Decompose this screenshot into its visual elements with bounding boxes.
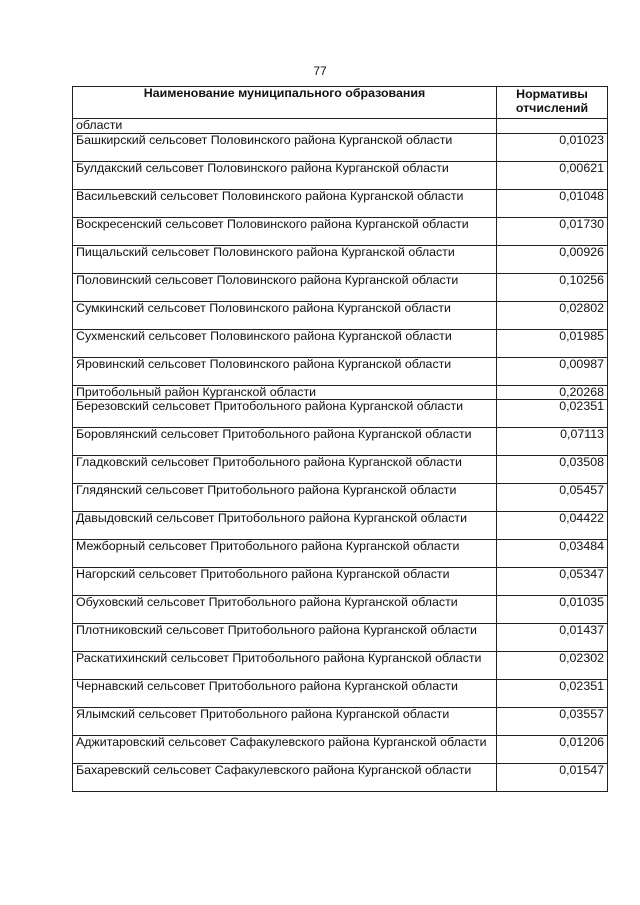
norm-value-cell: 0,03557 (497, 708, 608, 736)
municipality-name-cell: Бахаревский сельсовет Сафакулевского района Курганской области (73, 764, 497, 792)
norm-value-cell: 0,01730 (497, 217, 608, 245)
municipality-name-cell: Боровлянский сельсовет Притобольного района Курганской области (73, 428, 497, 456)
norm-value-cell: 0,01985 (497, 329, 608, 357)
municipality-name-cell: Половинский сельсовет Половинского района Курганской области (73, 273, 497, 301)
table-header-row (73, 87, 608, 119)
norm-value-cell: 0,00987 (497, 357, 608, 385)
table-row (73, 400, 608, 428)
norm-value-cell: 0,02302 (497, 652, 608, 680)
table-row (73, 484, 608, 512)
continuation-cell: области (73, 119, 497, 134)
municipality-name-cell: Притобольный район Курганской области (73, 385, 497, 400)
norm-value-cell: 0,00621 (497, 161, 608, 189)
norms-table (72, 86, 608, 792)
municipality-name-cell: Ялымский сельсовет Притобольного района Курганской области (73, 708, 497, 736)
table-row (73, 736, 608, 764)
municipality-name-cell: Гладковский сельсовет Притобольного района Курганской области (73, 456, 497, 484)
table-row (73, 568, 608, 596)
table-row (73, 189, 608, 217)
municipality-name-cell: Булдакский сельсовет Половинского района Курганской области (73, 161, 497, 189)
header-norms-line2: отчислений (515, 101, 589, 115)
table-row (73, 624, 608, 652)
table-row (73, 329, 608, 357)
header-name-column: Наименование муниципального образования (73, 87, 497, 119)
table-row (73, 652, 608, 680)
municipality-name-cell: Глядянский сельсовет Притобольного района Курганской области (73, 484, 497, 512)
norm-value-cell: 0,20268 (497, 385, 608, 400)
norm-value-cell: 0,01206 (497, 736, 608, 764)
table-row (73, 456, 608, 484)
table-row (73, 133, 608, 161)
table-row (73, 385, 608, 400)
norm-value-cell: 0,01035 (497, 596, 608, 624)
norm-value-cell: 0,02351 (497, 400, 608, 428)
norm-value-cell: 0,01437 (497, 624, 608, 652)
municipality-name-cell: Березовский сельсовет Притобольного района Курганской области (73, 400, 497, 428)
municipality-name-cell: Пищальский сельсовет Половинского района Курганской области (73, 245, 497, 273)
norm-value-cell: 0,03508 (497, 456, 608, 484)
municipality-name-cell: Аджитаровский сельсовет Сафакулевского района Курганской области (73, 736, 497, 764)
page-number: 77 (313, 64, 327, 78)
norm-value-cell: 0,05347 (497, 568, 608, 596)
table-row (73, 301, 608, 329)
municipality-name-cell: Васильевский сельсовет Половинского района Курганской области (73, 189, 497, 217)
norm-value-cell: 0,01048 (497, 189, 608, 217)
table-row (73, 357, 608, 385)
table-row (73, 273, 608, 301)
table-row (73, 428, 608, 456)
table-row (73, 217, 608, 245)
table-row (73, 245, 608, 273)
header-norms-column (497, 87, 608, 119)
table-row (73, 161, 608, 189)
continuation-row (73, 119, 608, 134)
municipality-name-cell: Яровинский сельсовет Половинского района Курганской области (73, 357, 497, 385)
table-row (73, 512, 608, 540)
norm-value-cell: 0,10256 (497, 273, 608, 301)
municipality-name-cell: Башкирский сельсовет Половинского района Курганской области (73, 133, 497, 161)
municipality-name-cell: Плотниковский сельсовет Притобольного района Курганской области (73, 624, 497, 652)
municipality-name-cell: Сумкинский сельсовет Половинского района Курганской области (73, 301, 497, 329)
municipality-name-cell: Раскатихинский сельсовет Притобольного района Курганской области (73, 652, 497, 680)
municipality-name-cell: Сухменский сельсовет Половинского района Курганской области (73, 329, 497, 357)
continuation-value-cell (497, 119, 608, 134)
municipality-name-cell: Воскресенский сельсовет Половинского района Курганской области (73, 217, 497, 245)
norm-value-cell: 0,02351 (497, 680, 608, 708)
norm-value-cell: 0,01547 (497, 764, 608, 792)
municipality-name-cell: Нагорский сельсовет Притобольного района Курганской области (73, 568, 497, 596)
norm-value-cell: 0,05457 (497, 484, 608, 512)
table-row (73, 708, 608, 736)
norm-value-cell: 0,01023 (497, 133, 608, 161)
municipality-name-cell: Давыдовский сельсовет Притобольного района Курганской области (73, 512, 497, 540)
table-row (73, 596, 608, 624)
norm-value-cell: 0,03484 (497, 540, 608, 568)
municipality-name-cell: Обуховский сельсовет Притобольного района Курганской области (73, 596, 497, 624)
table-row (73, 764, 608, 792)
table-row (73, 680, 608, 708)
municipality-name-cell: Межборный сельсовет Притобольного района Курганской области (73, 540, 497, 568)
norm-value-cell: 0,07113 (497, 428, 608, 456)
norm-value-cell: 0,00926 (497, 245, 608, 273)
table-row (73, 540, 608, 568)
norm-value-cell: 0,02802 (497, 301, 608, 329)
header-norms-line1: Нормативы (516, 87, 588, 101)
municipality-name-cell: Чернавский сельсовет Притобольного района Курганской области (73, 680, 497, 708)
norm-value-cell: 0,04422 (497, 512, 608, 540)
